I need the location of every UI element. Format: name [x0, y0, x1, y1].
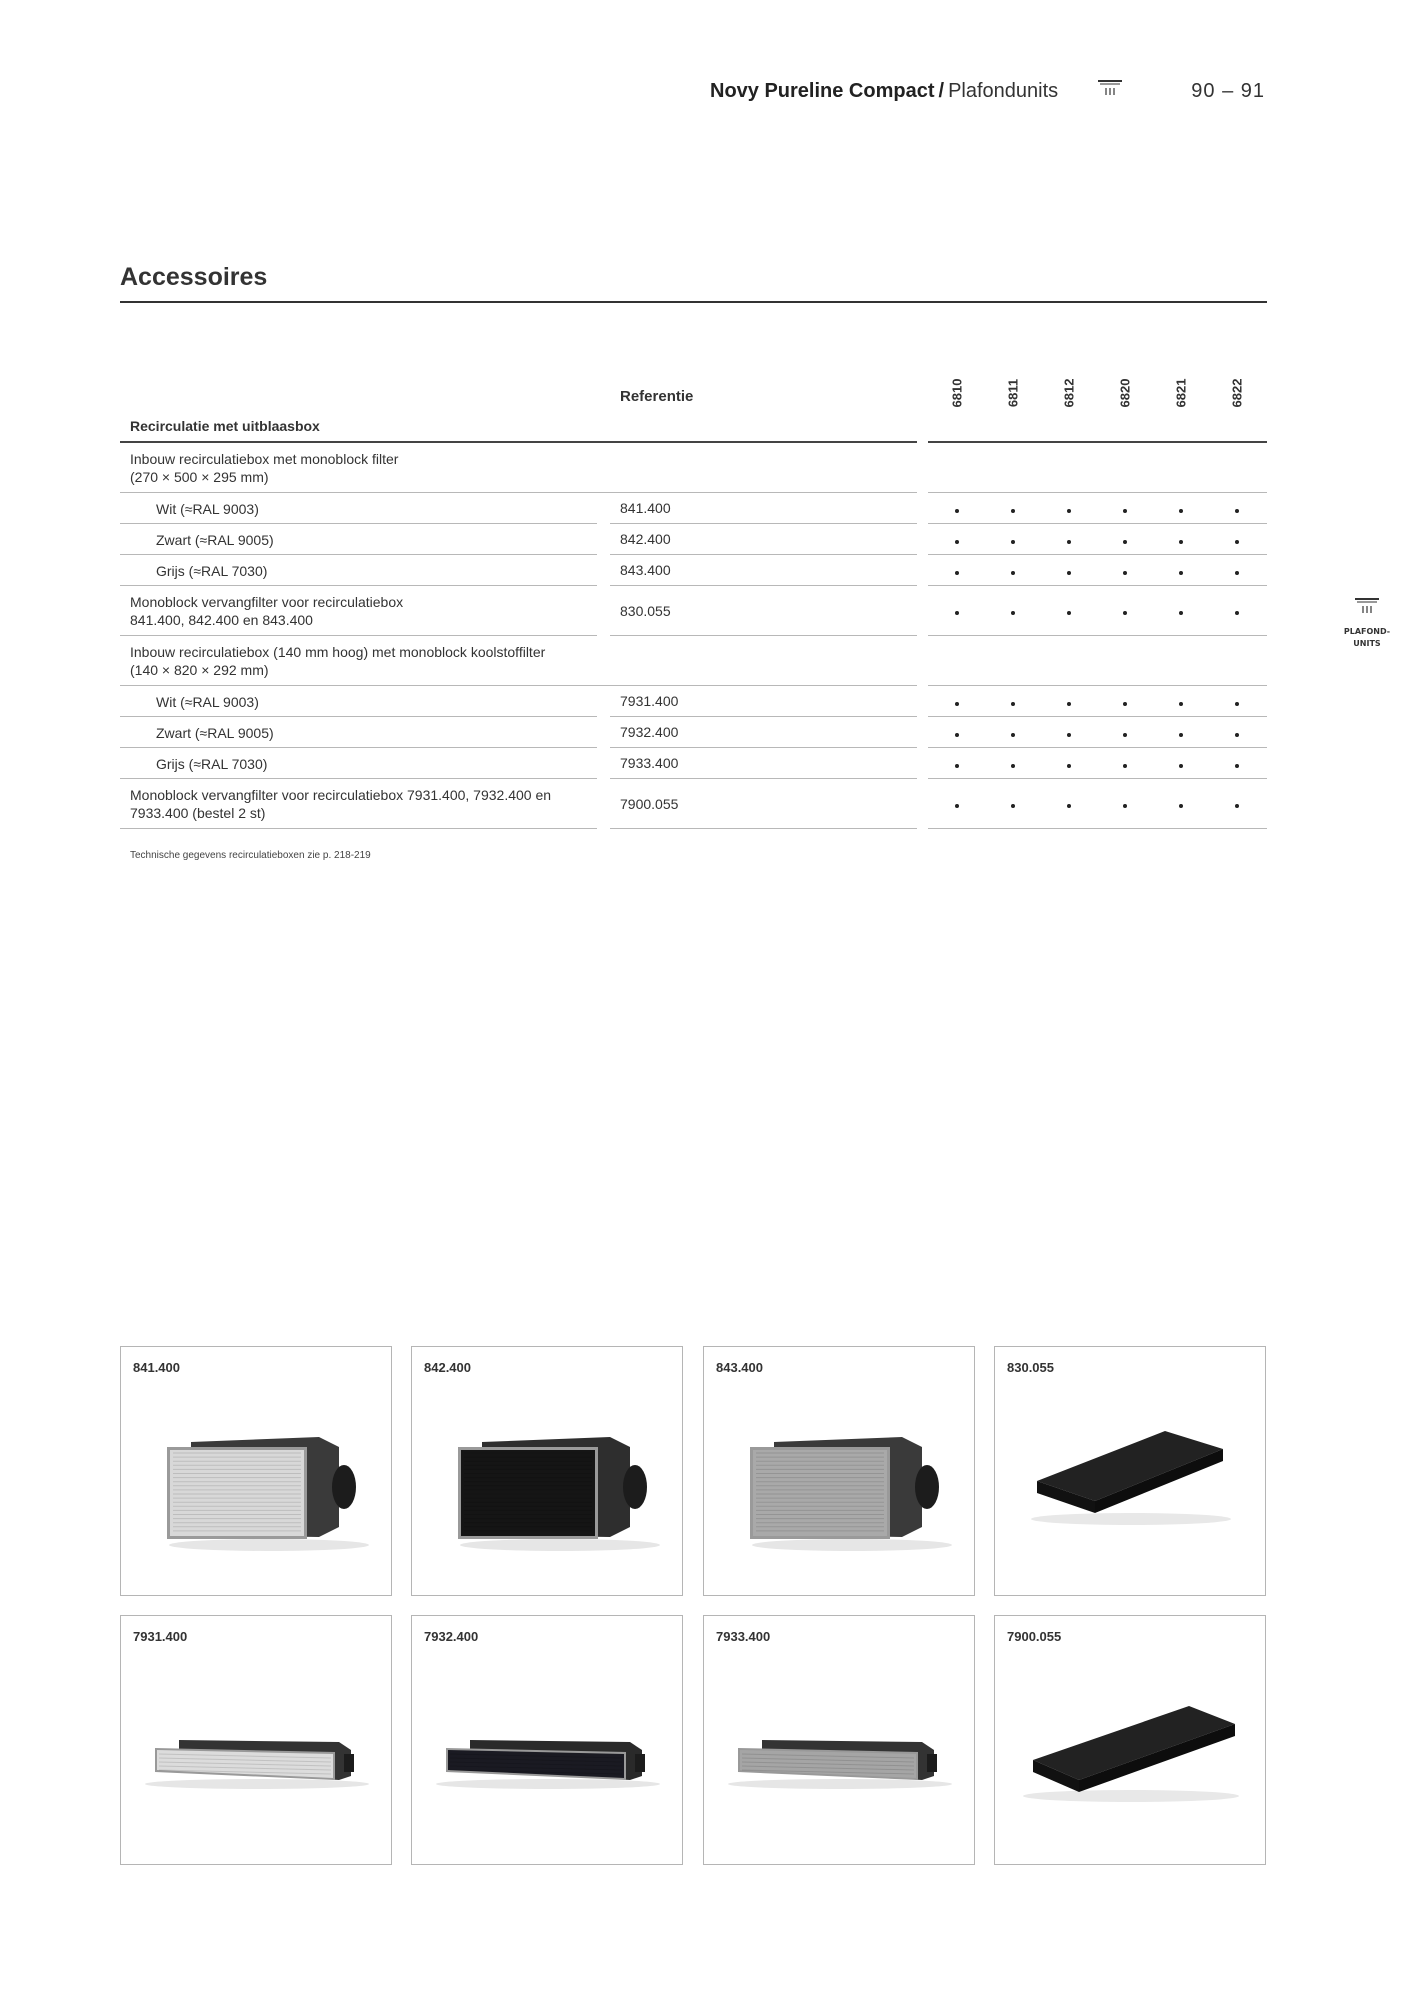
- ceiling-unit-icon: [1352, 596, 1382, 618]
- compatibility-dot: [1011, 804, 1015, 808]
- compatibility-dot: [1235, 804, 1239, 808]
- compatibility-dot: [1123, 764, 1127, 768]
- reference-column-header: Referentie: [620, 388, 694, 405]
- compatibility-dot: [1067, 733, 1071, 737]
- compatibility-dot: [1011, 764, 1015, 768]
- model-code: 6811: [1005, 378, 1021, 408]
- compatibility-dot: [1067, 804, 1071, 808]
- compatibility-dot: [955, 509, 959, 513]
- row-description-line: 841.400, 842.400 en 843.400: [130, 612, 313, 628]
- table-row: [120, 717, 1267, 748]
- compatibility-dot: [955, 764, 959, 768]
- row-description: [130, 786, 551, 822]
- model-code: 6821: [1173, 378, 1189, 408]
- row-description-line: Monoblock vervangfilter voor recirculatiebox: [130, 594, 404, 610]
- product-code: 842.400: [424, 1360, 471, 1375]
- product-image: [722, 1407, 958, 1557]
- side-tab-plafondunits[interactable]: [1340, 596, 1394, 666]
- table-row: [120, 686, 1267, 717]
- product-code: 7932.400: [424, 1629, 479, 1644]
- row-reference: 830.055: [620, 603, 671, 619]
- product-code: 841.400: [133, 1360, 180, 1375]
- compatibility-dot: [1179, 804, 1183, 808]
- compatibility-dot: [1123, 509, 1127, 513]
- product-card[interactable]: [994, 1615, 1266, 1865]
- section-heading: Accessoires: [120, 263, 268, 291]
- row-description: [156, 693, 259, 711]
- model-code: 6820: [1117, 378, 1133, 408]
- compatibility-dot: [1011, 733, 1015, 737]
- compatibility-dot: [1123, 571, 1127, 575]
- header-section: Plafondunits: [948, 80, 1059, 102]
- compatibility-dot: [1123, 804, 1127, 808]
- compatibility-dot: [1235, 540, 1239, 544]
- side-tab-label-line2: UNITS: [1353, 639, 1381, 648]
- product-code: 7900.055: [1007, 1629, 1062, 1644]
- model-code: 6810: [949, 378, 965, 408]
- product-image: [139, 1407, 375, 1557]
- row-description: [156, 562, 267, 580]
- row-reference: 7931.400: [620, 693, 679, 709]
- compatibility-dot: [1067, 509, 1071, 513]
- table-row: [120, 555, 1267, 586]
- compatibility-dot: [1123, 702, 1127, 706]
- compatibility-dot: [955, 804, 959, 808]
- model-code: 6822: [1229, 378, 1245, 408]
- row-description-line: Wit (≈RAL 9003): [156, 694, 259, 710]
- table-footnote: Technische gegevens recirculatieboxen zie p. 218-219: [130, 850, 371, 861]
- table-row: [120, 493, 1267, 524]
- product-image: [430, 1407, 666, 1557]
- compatibility-dot: [955, 702, 959, 706]
- model-column-header: [1227, 365, 1247, 421]
- table-row: [120, 586, 1267, 636]
- row-reference: 7900.055: [620, 796, 679, 812]
- compatibility-dot: [1235, 702, 1239, 706]
- compatibility-dot: [1123, 733, 1127, 737]
- compatibility-dot: [1011, 571, 1015, 575]
- row-divider: [928, 828, 1267, 829]
- header-separator: /: [938, 80, 945, 102]
- product-card[interactable]: [703, 1346, 975, 1596]
- row-description: [130, 450, 398, 486]
- model-column-header: [1003, 365, 1023, 421]
- table-row: [120, 748, 1267, 779]
- compatibility-dot: [955, 733, 959, 737]
- compatibility-dot: [1179, 509, 1183, 513]
- row-description-line: Grijs (≈RAL 7030): [156, 563, 268, 579]
- compatibility-dot: [1123, 611, 1127, 615]
- compatibility-dot: [1235, 509, 1239, 513]
- compatibility-dot: [1123, 540, 1127, 544]
- compatibility-dot: [1067, 702, 1071, 706]
- row-description: [156, 531, 274, 549]
- compatibility-dot: [955, 611, 959, 615]
- product-image: [722, 1676, 958, 1826]
- compatibility-dot: [1179, 611, 1183, 615]
- accessories-table: [120, 345, 1267, 845]
- product-code: 843.400: [716, 1360, 763, 1375]
- compatibility-dot: [1011, 702, 1015, 706]
- row-description-line: Grijs (≈RAL 7030): [156, 756, 268, 772]
- compatibility-dot: [955, 540, 959, 544]
- table-row: [120, 443, 1267, 493]
- product-card[interactable]: [411, 1346, 683, 1596]
- header-title: [710, 80, 1058, 103]
- row-description-line: Wit (≈RAL 9003): [156, 501, 259, 517]
- row-description: [156, 724, 274, 742]
- row-description-line: Inbouw recirculatiebox (140 mm hoog) met monoblock koolstoffilter: [130, 644, 546, 660]
- side-tab-label-line1: PLAFOND-: [1343, 627, 1391, 636]
- compatibility-dot: [1067, 611, 1071, 615]
- compatibility-dot: [1179, 702, 1183, 706]
- model-column-header: [1115, 365, 1135, 421]
- row-description: [156, 500, 259, 518]
- compatibility-dot: [1179, 764, 1183, 768]
- product-card[interactable]: [994, 1346, 1266, 1596]
- product-card[interactable]: [120, 1346, 392, 1596]
- row-description-line: Inbouw recirculatiebox met monoblock filter: [130, 451, 399, 467]
- row-description: [156, 755, 267, 773]
- row-description: [130, 593, 403, 629]
- model-code: 6812: [1061, 378, 1077, 408]
- model-column-header: [1059, 365, 1079, 421]
- header-brand: Novy Pureline Compact: [710, 80, 935, 102]
- row-description-line: Zwart (≈RAL 9005): [156, 725, 274, 741]
- compatibility-dot: [1011, 540, 1015, 544]
- row-reference: 7933.400: [620, 755, 679, 771]
- row-divider: [610, 828, 917, 829]
- page-numbers: 90 – 91: [1191, 80, 1265, 102]
- compatibility-dot: [1235, 733, 1239, 737]
- compatibility-dot: [1235, 611, 1239, 615]
- product-image: [430, 1676, 666, 1826]
- row-description-line: Monoblock vervangfilter voor recirculatiebox 7931.400, 7932.400 en: [130, 787, 552, 803]
- table-row: [120, 779, 1267, 829]
- row-reference: 7932.400: [620, 724, 679, 740]
- row-description-line: Zwart (≈RAL 9005): [156, 532, 274, 548]
- table-row: [120, 636, 1267, 686]
- product-image: [139, 1676, 375, 1826]
- product-code: 7933.400: [716, 1629, 771, 1644]
- table-row: [120, 524, 1267, 555]
- row-divider: [120, 828, 597, 829]
- row-reference: 841.400: [620, 500, 671, 516]
- compatibility-dot: [1067, 764, 1071, 768]
- row-description: [130, 643, 545, 679]
- compatibility-dot: [1179, 571, 1183, 575]
- compatibility-dot: [1179, 733, 1183, 737]
- group-heading: Recirculatie met uitblaasbox: [130, 418, 320, 434]
- compatibility-dot: [1235, 571, 1239, 575]
- product-image: [1013, 1676, 1249, 1826]
- compatibility-dot: [955, 571, 959, 575]
- row-description-line: (140 × 820 × 292 mm): [130, 662, 269, 678]
- compatibility-dot: [1067, 540, 1071, 544]
- compatibility-dot: [1011, 611, 1015, 615]
- row-description-line: 7933.400 (bestel 2 st): [130, 805, 266, 821]
- compatibility-dot: [1235, 764, 1239, 768]
- ceiling-unit-icon: [1095, 78, 1125, 102]
- product-code: 830.055: [1007, 1360, 1054, 1375]
- section-divider: [120, 301, 1267, 303]
- product-card[interactable]: [120, 1615, 392, 1865]
- product-image: [1013, 1407, 1249, 1557]
- row-reference: 842.400: [620, 531, 671, 547]
- product-card[interactable]: [703, 1615, 975, 1865]
- compatibility-dot: [1179, 540, 1183, 544]
- model-column-header: [947, 365, 967, 421]
- compatibility-dot: [1067, 571, 1071, 575]
- product-card[interactable]: [411, 1615, 683, 1865]
- compatibility-dot: [1011, 509, 1015, 513]
- row-description-line: (270 × 500 × 295 mm): [130, 469, 269, 485]
- product-code: 7931.400: [133, 1629, 188, 1644]
- page-header: [700, 78, 1267, 106]
- row-reference: 843.400: [620, 562, 671, 578]
- model-column-header: [1171, 365, 1191, 421]
